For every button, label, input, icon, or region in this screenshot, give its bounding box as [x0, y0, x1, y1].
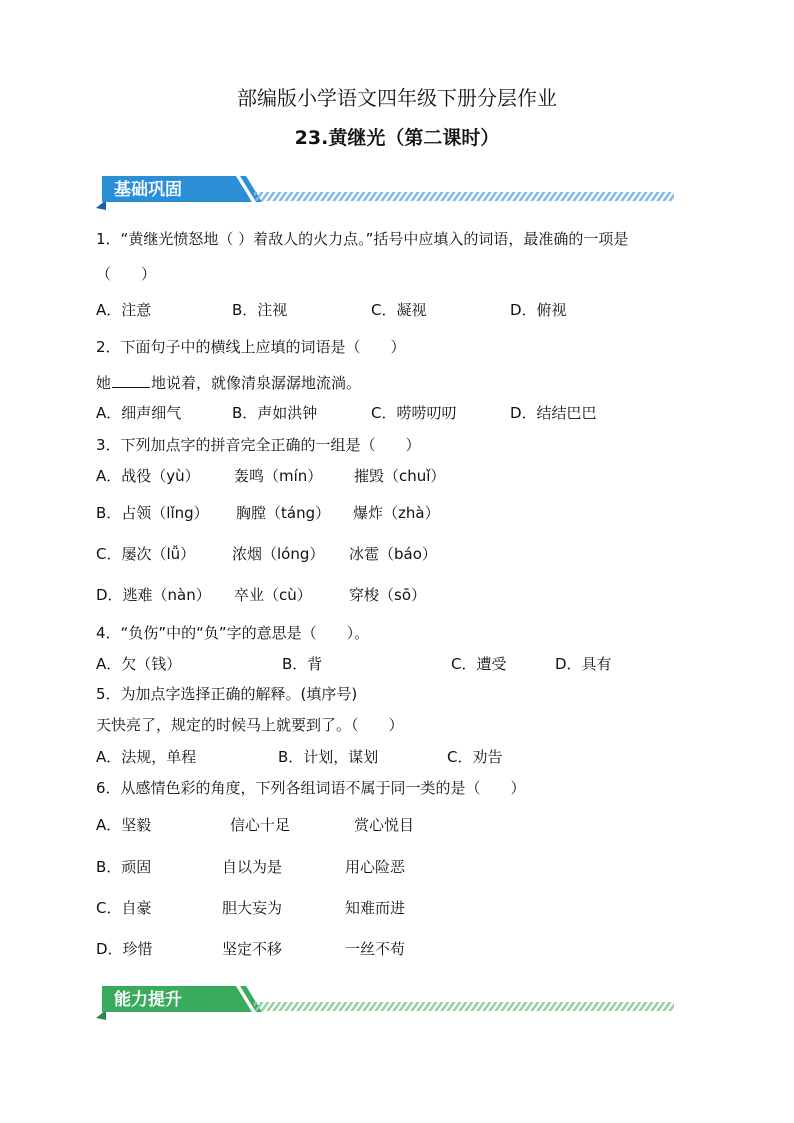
q6-row-a-3: 赏心悦目	[354, 816, 415, 834]
question-1-stem: 1．“黄继光愤怒地（ ）着敌人的火力点。”括号中应填入的词语，最准确的一项是	[96, 230, 629, 248]
q3-row-d-1: D．逃难（nàn）	[96, 586, 211, 604]
q2-option-b: B．声如洪钟	[232, 404, 318, 422]
q6-row-a-1: A．坚毅	[96, 816, 152, 834]
q2-option-a: A．细声细气	[96, 404, 182, 422]
q6-row-c-1: C．自豪	[96, 899, 152, 917]
section-title-advanced: 能力提升	[114, 990, 182, 1010]
q6-row-d-1: D．珍惜	[96, 940, 153, 958]
question-2-sentence	[96, 372, 361, 393]
section-banner-advanced	[96, 980, 676, 1024]
page-title: 部编版小学语文四年级下册分层作业	[237, 86, 557, 110]
q4-option-d: D．具有	[555, 655, 612, 673]
q3-row-c-2: 浓烟（lóng）	[232, 545, 325, 563]
section-title-basic: 基础巩固	[114, 180, 182, 200]
q1-option-d: D．俯视	[510, 301, 567, 319]
q3-row-c-3: 冰雹（báo）	[349, 545, 437, 563]
q6-row-b-2: 自以为是	[222, 858, 283, 876]
q6-row-b-1: B．顽固	[96, 858, 152, 876]
q5-option-b: B．计划，谋划	[278, 748, 379, 766]
q6-row-d-2: 坚定不移	[222, 940, 283, 958]
q3-row-b-3: 爆炸（zhà）	[353, 504, 440, 522]
q2-option-d: D．结结巴巴	[510, 404, 597, 422]
q3-row-b-2: 胸膛（táng）	[236, 504, 331, 522]
q3-row-d-2: 卒业（cù）	[234, 586, 312, 604]
q3-row-c-1: C．屡次（lǚ）	[96, 545, 196, 563]
q3-row-a-3: 摧毁（chuǐ）	[354, 467, 446, 485]
q3-row-b-1: B．占领（lǐng）	[96, 504, 209, 522]
question-1-paren: （ ）	[96, 265, 157, 283]
q3-row-a-1: A．战役（yù）	[96, 467, 200, 485]
question-4-stem: 4．“负伤”中的“负”字的意思是（ ）。	[96, 624, 370, 642]
q1-option-c: C．凝视	[371, 301, 427, 319]
question-2-stem: 2．下面句子中的横线上应填的词语是（ ）	[96, 338, 406, 356]
q5-option-c: C．劝告	[447, 748, 503, 766]
sentence-post: 地说着，就像清泉潺潺地流淌。	[151, 374, 362, 392]
q5-option-a: A．法规，单程	[96, 748, 197, 766]
q6-row-c-2: 胆大妄为	[222, 899, 283, 917]
q4-option-a: A．欠（钱）	[96, 655, 182, 673]
q3-row-a-2: 轰鸣（mín）	[234, 467, 323, 485]
q2-option-c: C．唠唠叨叨	[371, 404, 457, 422]
question-5-sentence: 天快亮了，规定的时候马上就要到了。（ ）	[96, 716, 404, 734]
q1-option-a: A．注意	[96, 301, 152, 319]
q6-row-b-3: 用心险恶	[345, 858, 406, 876]
q4-option-b: B．背	[282, 655, 323, 673]
lesson-title: 23.黄继光（第二课时）	[294, 127, 500, 149]
section-banner-basic	[96, 170, 676, 214]
fill-blank-line	[112, 372, 150, 388]
question-3-stem: 3．下列加点字的拼音完全正确的一组是（ ）	[96, 436, 421, 454]
q6-row-a-2: 信心十足	[230, 816, 291, 834]
q4-option-c: C．遭受	[451, 655, 507, 673]
q6-row-d-3: 一丝不苟	[345, 940, 406, 958]
q1-option-b: B．注视	[232, 301, 288, 319]
sentence-pre: 她	[96, 374, 112, 392]
question-6-stem: 6．从感情色彩的角度，下列各组词语不属于同一类的是（ ）	[96, 779, 526, 797]
q3-row-d-3: 穿梭（sō）	[349, 586, 426, 604]
question-5-stem: 5．为加点字选择正确的解释。(填序号)	[96, 685, 358, 703]
q6-row-c-3: 知难而进	[345, 899, 406, 917]
